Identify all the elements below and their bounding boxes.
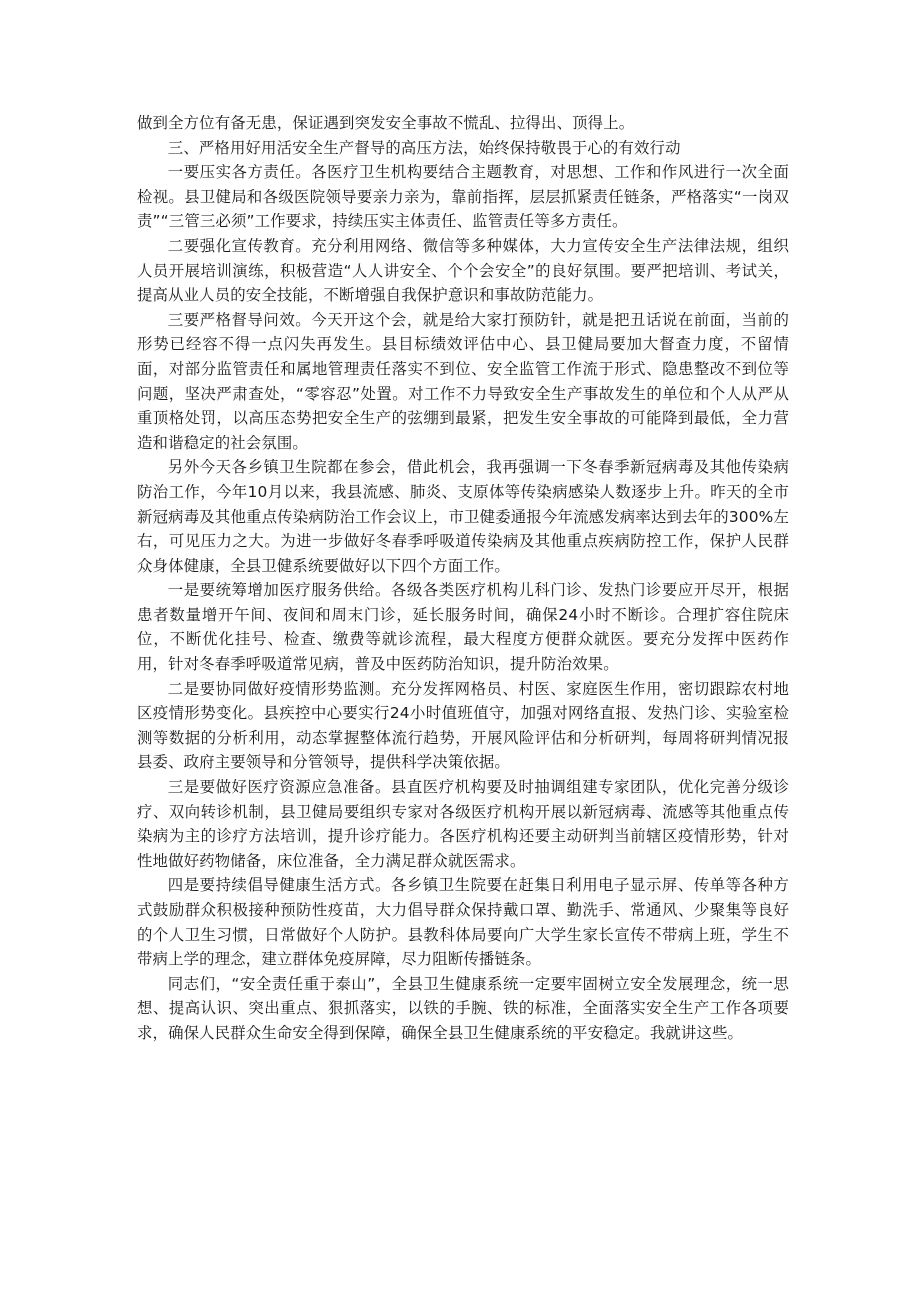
- document-body: [137, 111, 789, 1046]
- paragraph: 另外今天各乡镇卫生院都在参会，借此机会，我再强调一下冬春季新冠病毒及其他传染病防治工作，今年10月以来，我县流感、肺炎、支原体等传染病感染人数逐步上升。昨天的全市新冠病毒及其他重点传染病防治工作会议上，市卫健委通报今年流感发病率达到去年的300%左右，可见压力之大。为进一步做好冬春季呼吸道传染病及其他重点疾病防控工作，保护人民群众身体健康，全县卫健系统要做好以下四个方面工作。: [137, 458, 789, 575]
- paragraph: 二要强化宣传教育。充分利用网络、微信等多种媒体，大力宣传安全生产法律法规，组织人员开展培训演练，积极营造“人人讲安全、个个会安全”的良好氛围。要严把培训、考试关，提高从业人员的安全技能，不断增强自我保护意识和事故防范能力。: [137, 236, 789, 305]
- paragraph: 四是要持续倡导健康生活方式。各乡镇卫生院要在赶集日利用电子显示屏、传单等各种方式鼓励群众积极接种预防性疫苗，大力倡导群众保持戴口罩、勤洗手、常通风、少聚集等良好的个人卫生习惯，日常做好个人防护。县教科体局要向广大学生家长宣传不带病上班，学生不带病上学的理念，建立群体免疫屏障，尽力阻断传播链条。: [137, 876, 789, 969]
- paragraph: 三要严格督导问效。今天开这个会，就是给大家打预防针，就是把丑话说在前面，当前的形势已经容不得一点闪失再发生。县目标绩效评估中心、县卫健局要加大督查力度，不留情面，对部分监管责任和属地管理责任落实不到位、安全监管工作流于形式、隐患整改不到位等问题，坚决严肃查处，“零容忍”处置。对工作不力导致安全生产事故发生的单位和个人从严从重顶格处罚，以高压态势把安全生产的弦绷到最紧，把发生安全事故的可能降到最低，全力营造和谐稳定的社会氛围。: [137, 310, 789, 452]
- paragraph: 二是要协同做好疫情形势监测。充分发挥网格员、村医、家庭医生作用，密切跟踪农村地区疫情形势变化。县疾控中心要实行24小时值班值守，加强对网络直报、发热门诊、实验室检测等数据的分析利用，动态掌握整体流行趋势，开展风险评估和分析研判，每周将研判情况报县委、政府主要领导和分管领导，提供科学决策依据。: [137, 679, 789, 772]
- closing-paragraph: 同志们，“安全责任重于泰山”，全县卫生健康系统一定要牢固树立安全发展理念，统一思想、提高认识、突出重点、狠抓落实，以铁的手腕、铁的标准，全面落实安全生产工作各项要求，确保人民群众生命安全得到保障，确保全县卫生健康系统的平安稳定。我就讲这些。: [137, 974, 789, 1042]
- section-heading: 三、严格用好用活安全生产督导的高压方法，始终保持敬畏于心的有效行动: [167, 138, 681, 157]
- paragraph: 一是要统筹增加医疗服务供给。各级各类医疗机构儿科门诊、发热门诊要应开尽开，根据患者数量增开午间、夜间和周末门诊，延长服务时间，确保24小时不断诊。合理扩容住院床位，不断优化挂号、检查、缴费等就诊流程，最大程度方便群众就医。要充分发挥中医药作用，针对冬春季呼吸道常见病，普及中医药防治知识，提升防治效果。: [137, 581, 789, 674]
- paragraph-continuation: 做到全方位有备无患，保证遇到突发安全事故不慌乱、拉得出、顶得上。: [137, 114, 635, 132]
- paragraph: 三是要做好医疗资源应急准备。县直医疗机构要及时抽调组建专家团队，优化完善分级诊疗、双向转诊机制，县卫健局要组织专家对各级医疗机构开展以新冠病毒、流感等其他重点传染病为主的诊疗方法培训，提升诊疗能力。各医疗机构还要主动研判当前辖区疫情形势，针对性地做好药物储备，床位准备，全力满足群众就医需求。: [137, 778, 789, 870]
- paragraph: 一要压实各方责任。各医疗卫生机构要结合主题教育，对思想、工作和作风进行一次全面检视。县卫健局和各级医院领导要亲力亲为，靠前指挥，层层抓紧责任链条，严格落实“一岗双责”“三管三必须”工作要求，持续压实主体责任、监管责任等多方责任。: [137, 163, 789, 231]
